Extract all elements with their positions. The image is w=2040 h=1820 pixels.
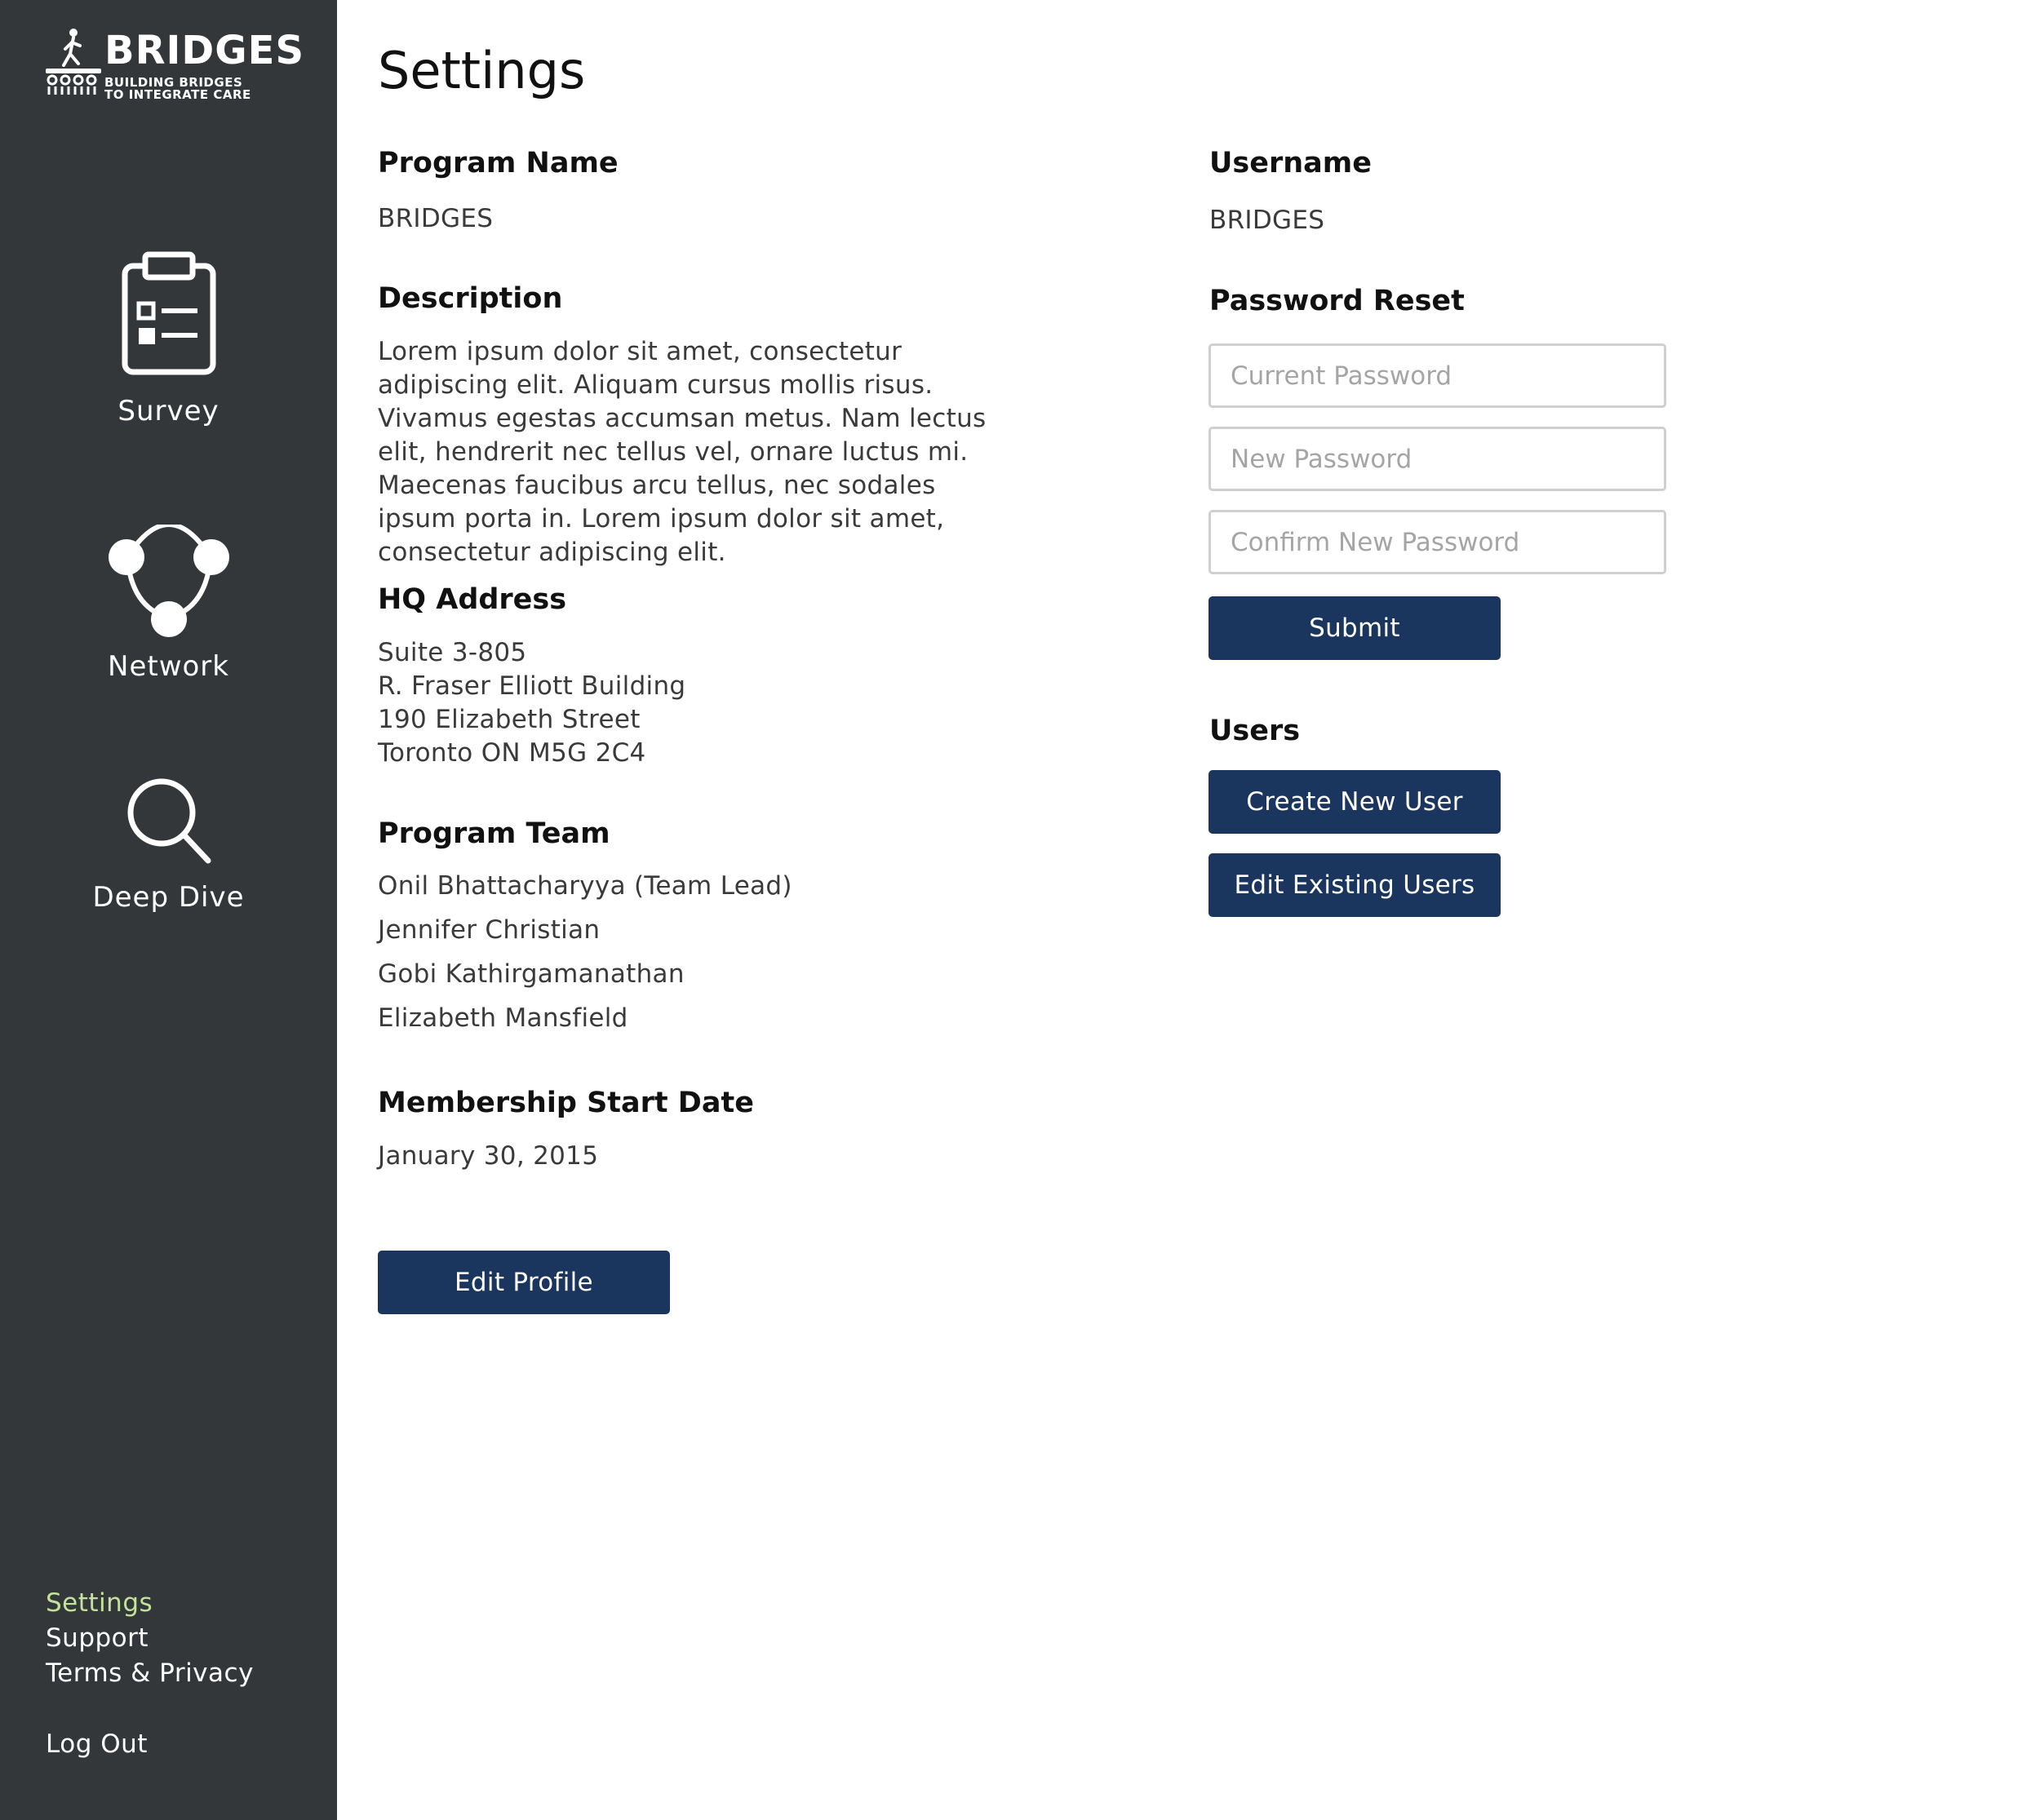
users-label: Users: [1209, 715, 1301, 747]
logout-link[interactable]: Log Out: [46, 1729, 148, 1759]
bridges-logo[interactable]: [42, 26, 304, 108]
edit-existing-users-button[interactable]: Edit Existing Users: [1208, 853, 1501, 917]
sidebar: [0, 0, 337, 1820]
hq-address-label: HQ Address: [378, 583, 567, 616]
team-member: Elizabeth Mansfield: [378, 1003, 628, 1033]
program-name-value: BRIDGES: [378, 204, 494, 233]
username-label: Username: [1209, 147, 1372, 179]
address-line: Toronto ON M5G 2C4: [378, 738, 646, 768]
program-name-label: Program Name: [378, 147, 619, 179]
confirm-password-input[interactable]: [1208, 510, 1666, 574]
password-reset-label: Password Reset: [1209, 285, 1465, 317]
hq-address-value: [378, 636, 685, 770]
terms-privacy-link[interactable]: Terms & Privacy: [46, 1658, 254, 1688]
team-member: Gobi Kathirgamanathan: [378, 959, 685, 989]
membership-start-value: January 30, 2015: [378, 1141, 599, 1171]
nav-label: Deep Dive: [92, 881, 245, 914]
bridges-logo-mark-icon: [42, 26, 104, 100]
clipboard-icon: [121, 251, 217, 377]
membership-start-label: Membership Start Date: [378, 1087, 754, 1119]
address-line: R. Fraser Elliott Building: [378, 671, 686, 701]
create-new-user-button[interactable]: Create New User: [1208, 770, 1501, 834]
nav-label: Survey: [118, 395, 220, 427]
nav-item-survey[interactable]: [0, 251, 337, 427]
nav-item-deep-dive[interactable]: [0, 777, 337, 914]
address-line: Suite 3-805: [378, 638, 527, 667]
brand-tagline: BUILDING BRIDGES: [104, 75, 243, 90]
edit-profile-button[interactable]: Edit Profile: [378, 1251, 670, 1314]
nav-label: Network: [108, 650, 229, 683]
current-password-input[interactable]: [1208, 343, 1666, 408]
brand-tagline: TO INTEGRATE CARE: [104, 87, 251, 102]
magnifier-icon: [124, 777, 214, 866]
description-value: Lorem ipsum dolor sit amet, consectetur adipiscing elit. Aliquam cursus mollis risus. Vivamus egestas accumsan metus. Nam lectus elit, hendrerit nec tellus vel, ornare luctus mi. Maecenas faucibus arcu tellus, nec sodales ipsum porta in. Lorem ipsum dolor sit amet, consectetur adipiscing elit.: [378, 337, 987, 567]
team-member: Jennifer Christian: [378, 915, 601, 945]
nav-item-network[interactable]: [0, 525, 337, 683]
support-link[interactable]: Support: [46, 1623, 149, 1653]
description-label: Description: [378, 282, 563, 315]
network-icon: [107, 525, 231, 639]
new-password-input[interactable]: [1208, 427, 1666, 491]
brand-name: BRIDGES: [104, 28, 305, 73]
program-team-list: [378, 864, 792, 1040]
team-member: Onil Bhattacharyya (Team Lead): [378, 871, 792, 901]
program-team-label: Program Team: [378, 817, 610, 850]
page-title: Settings: [378, 41, 586, 100]
settings-link[interactable]: Settings: [46, 1588, 153, 1618]
username-value: BRIDGES: [1209, 206, 1325, 235]
submit-button[interactable]: Submit: [1208, 596, 1501, 660]
address-line: 190 Elizabeth Street: [378, 705, 641, 734]
